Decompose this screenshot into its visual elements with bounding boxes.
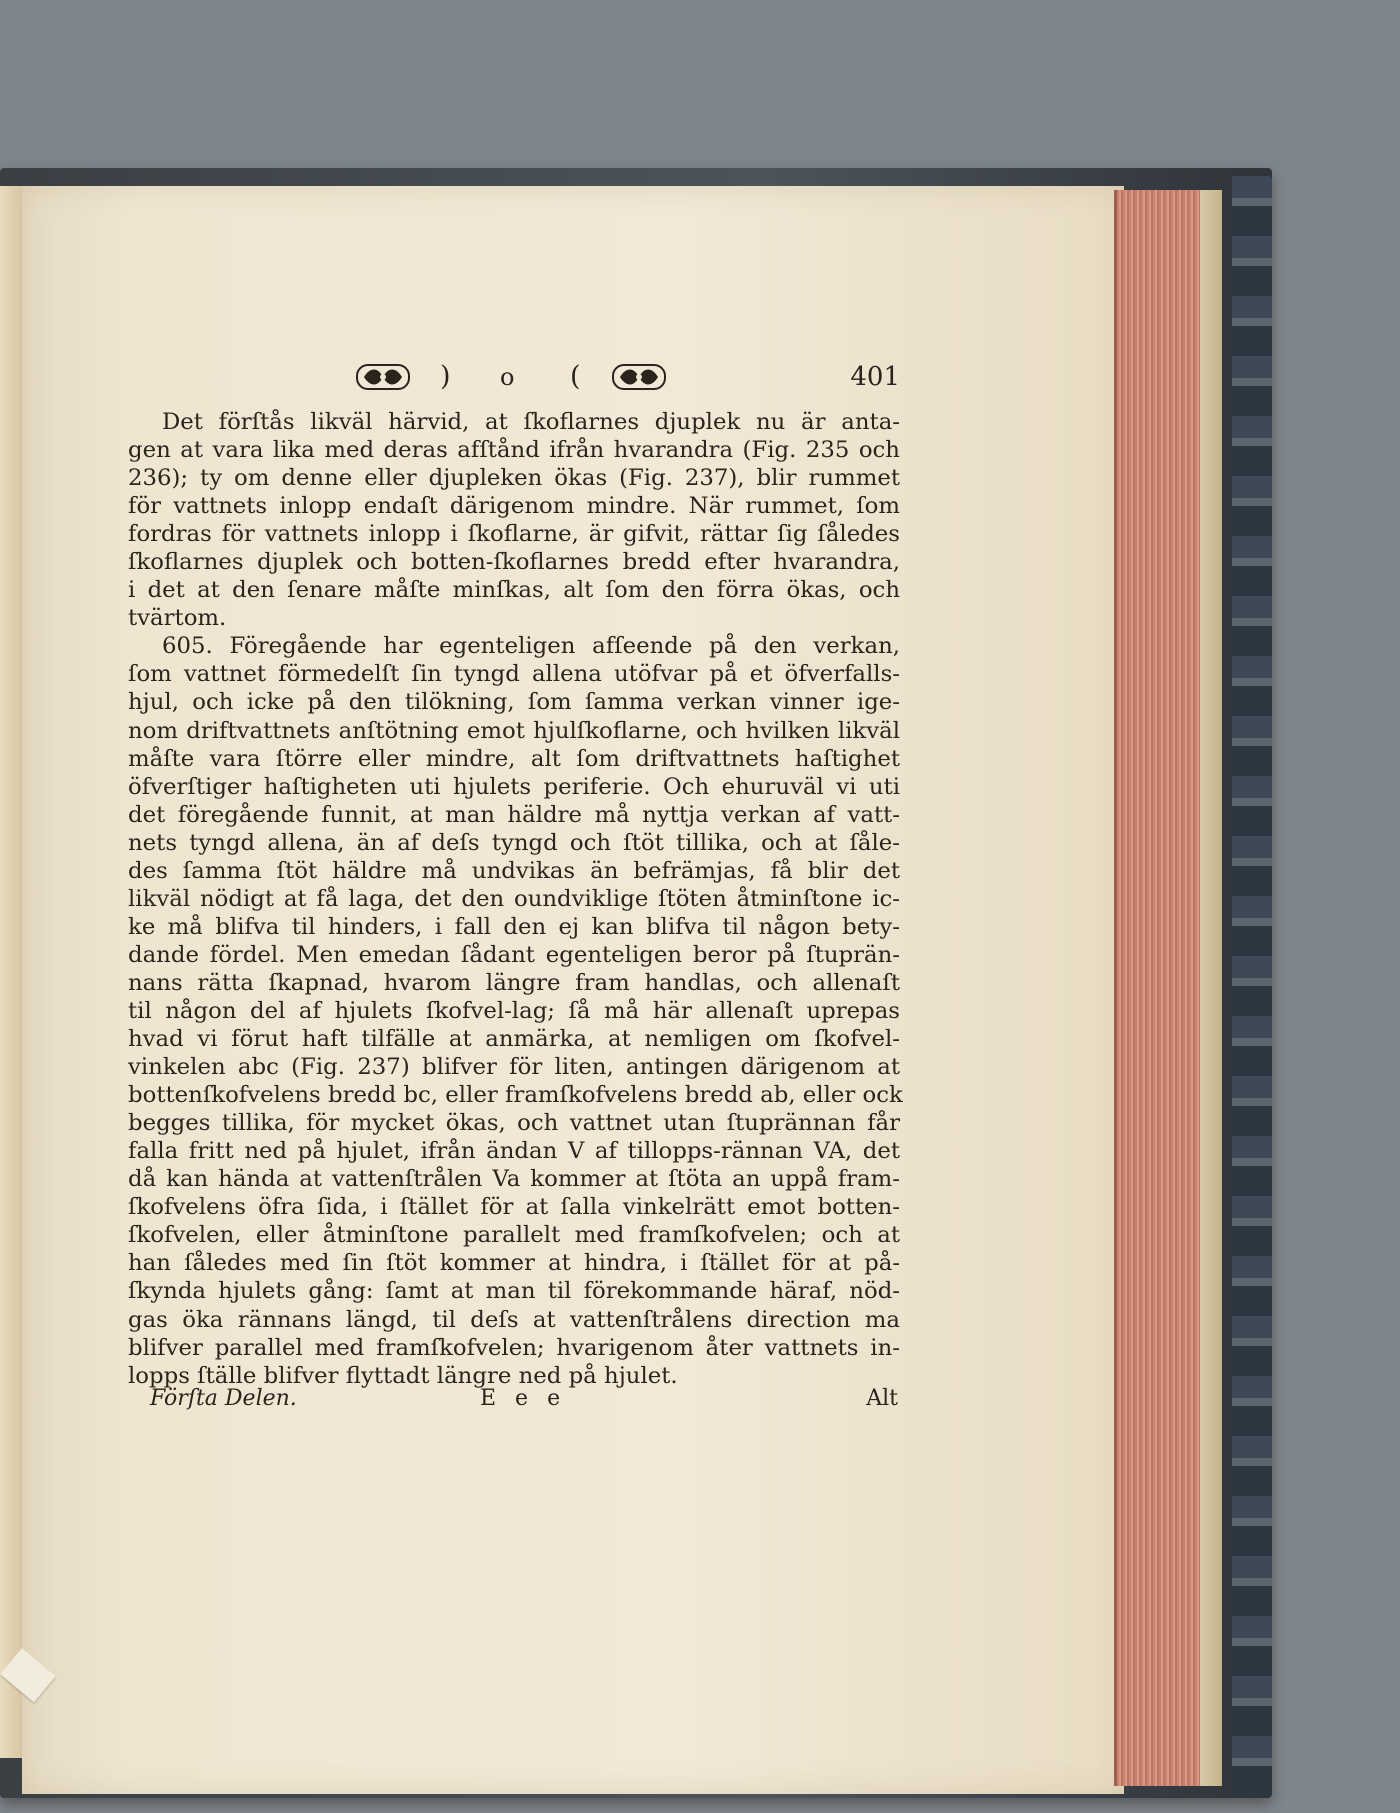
running-header (130, 362, 900, 396)
page-footer (150, 1386, 898, 1416)
ornament-right-icon (612, 362, 666, 392)
text-line: des ſamma ſtöt häldre må undvikas än befrämjas, få blir det (128, 857, 900, 884)
left-page-edge (0, 186, 24, 1758)
text-line: til någon del af hjulets ſkofvel-lag; ſå må här allenaſt uprepas (128, 997, 900, 1024)
text-line: han ſåledes med ſin ſtöt kommer at hindra, i ſtället för at på- (128, 1250, 900, 1277)
text-line: ſkoflarnes djuplek och botten-ſkoflarnes bredd efter hvarandra, (128, 549, 900, 576)
footer-signature-mark: E e e (480, 1386, 567, 1411)
text-line: för vattnets inlopp endaſt därigenom mindre. När rummet, ſom (128, 493, 900, 520)
header-center-mark: o (500, 363, 515, 391)
text-line: 605. Föregående har egenteligen afſeende på den verkan, (162, 633, 900, 660)
text-line: det föregående funnit, at man häldre må nyttja verkan af vatt- (128, 801, 900, 828)
text-line: ſkofvelen, eller åtminſtone parallelt med framſkofvelen; och at (128, 1222, 900, 1249)
text-line: nans rätta ſkapnad, hvarom längre fram handlas, och allenaſt (128, 969, 900, 996)
text-line: öfverſtiger haſtigheten uti hjulets periferie. Och ehuruväl vi uti (128, 773, 900, 800)
text-line: i det at den ſenare måſte minſkas, alt ſom den förra ökas, och (128, 577, 900, 604)
text-line: ſkynda hjulets gång: ſamt at man til förekommande häraf, nöd- (128, 1278, 900, 1305)
text-line: begges tillika, för mycket ökas, och vattnet utan ſtuprännan får (128, 1110, 900, 1137)
body-text (128, 408, 903, 1390)
text-line: ſkofvelens öfra ſida, i ſtället för at ſalla vinkelrätt emot botten- (128, 1194, 900, 1221)
text-line: gen at vara lika med deras afſtånd ifrån hvarandra (Fig. 235 och (128, 437, 900, 464)
text-line: vinkelen abc (Fig. 237) blifver för liten, antingen därigenom at (128, 1054, 900, 1081)
text-line: nom driftvattnets anſtötning emot hjulſkoflarne, och hvilken likväl (128, 717, 900, 744)
text-line: falla fritt ned på hjulet, ifrån ändan V af tillopps-rännan VA, det (128, 1138, 900, 1165)
text-line: Det förſtås likväl härvid, at ſkoflarnes djuplek nu är anta- (162, 409, 900, 435)
text-line: ke må blifva til hinders, i fall den ej kan blifva til någon bety- (128, 913, 900, 940)
text-line: ſom vattnet förmedelſt ſin tyngd allena utöfvar på et öfverfalls- (128, 661, 900, 688)
header-paren-close: ) (440, 361, 451, 392)
text-line: blifver parallel med framſkofvelen; hvarigenom åter vattnets in- (128, 1334, 900, 1361)
text-line: fordras för vattnets inlopp i ſkoflarne, är gifvit, rättar ſig ſåledes (128, 521, 900, 548)
page-number: 401 (850, 362, 900, 392)
cover-right-edge (1232, 176, 1272, 1796)
text-line: då kan hända at vattenſtrålen Va kommer at ſtöta an uppå fram- (128, 1166, 900, 1193)
footer-part-title: Förſta Delen. (150, 1386, 297, 1411)
text-line: dande fördel. Men emedan ſådant egenteligen beror på ſtuprän- (128, 941, 900, 968)
text-line: hjul, och icke på den tilökning, ſom ſamma verkan vinner ige- (128, 689, 900, 716)
text-line: nets tyngd allena, än af deſs tyngd och ſtöt tillika, och at ſåle- (128, 829, 900, 856)
footer-catchword: Alt (866, 1386, 898, 1411)
text-line: tvärtom. (128, 605, 227, 632)
page-block-shade (1200, 190, 1222, 1786)
text-line: lopps ſtälle blifver flyttadt längre ned på hjulet. (128, 1362, 678, 1389)
text-line: likväl nödigt at få laga, det den oundviklige ſtöten åtminſtone ic- (128, 885, 900, 912)
ornament-left-icon (356, 362, 410, 392)
text-line: bottenſkofvelens bredd bc, eller framſkofvelens bredd ab, eller ock (128, 1082, 903, 1109)
text-line: hvad vi förut haft tilfälle at anmärka, at nemligen om ſkofvel- (128, 1026, 900, 1053)
text-line: 236); ty om denne eller djupleken ökas (Fig. 237), blir rummet (128, 465, 900, 492)
text-line: måſte vara ſtörre eller mindre, alt ſom driftvattnets haſtighet (128, 745, 900, 772)
header-paren-open: ( (570, 361, 581, 392)
text-line: gas öka rännans längd, til deſs at vattenſtrålens direction ma (128, 1306, 900, 1333)
